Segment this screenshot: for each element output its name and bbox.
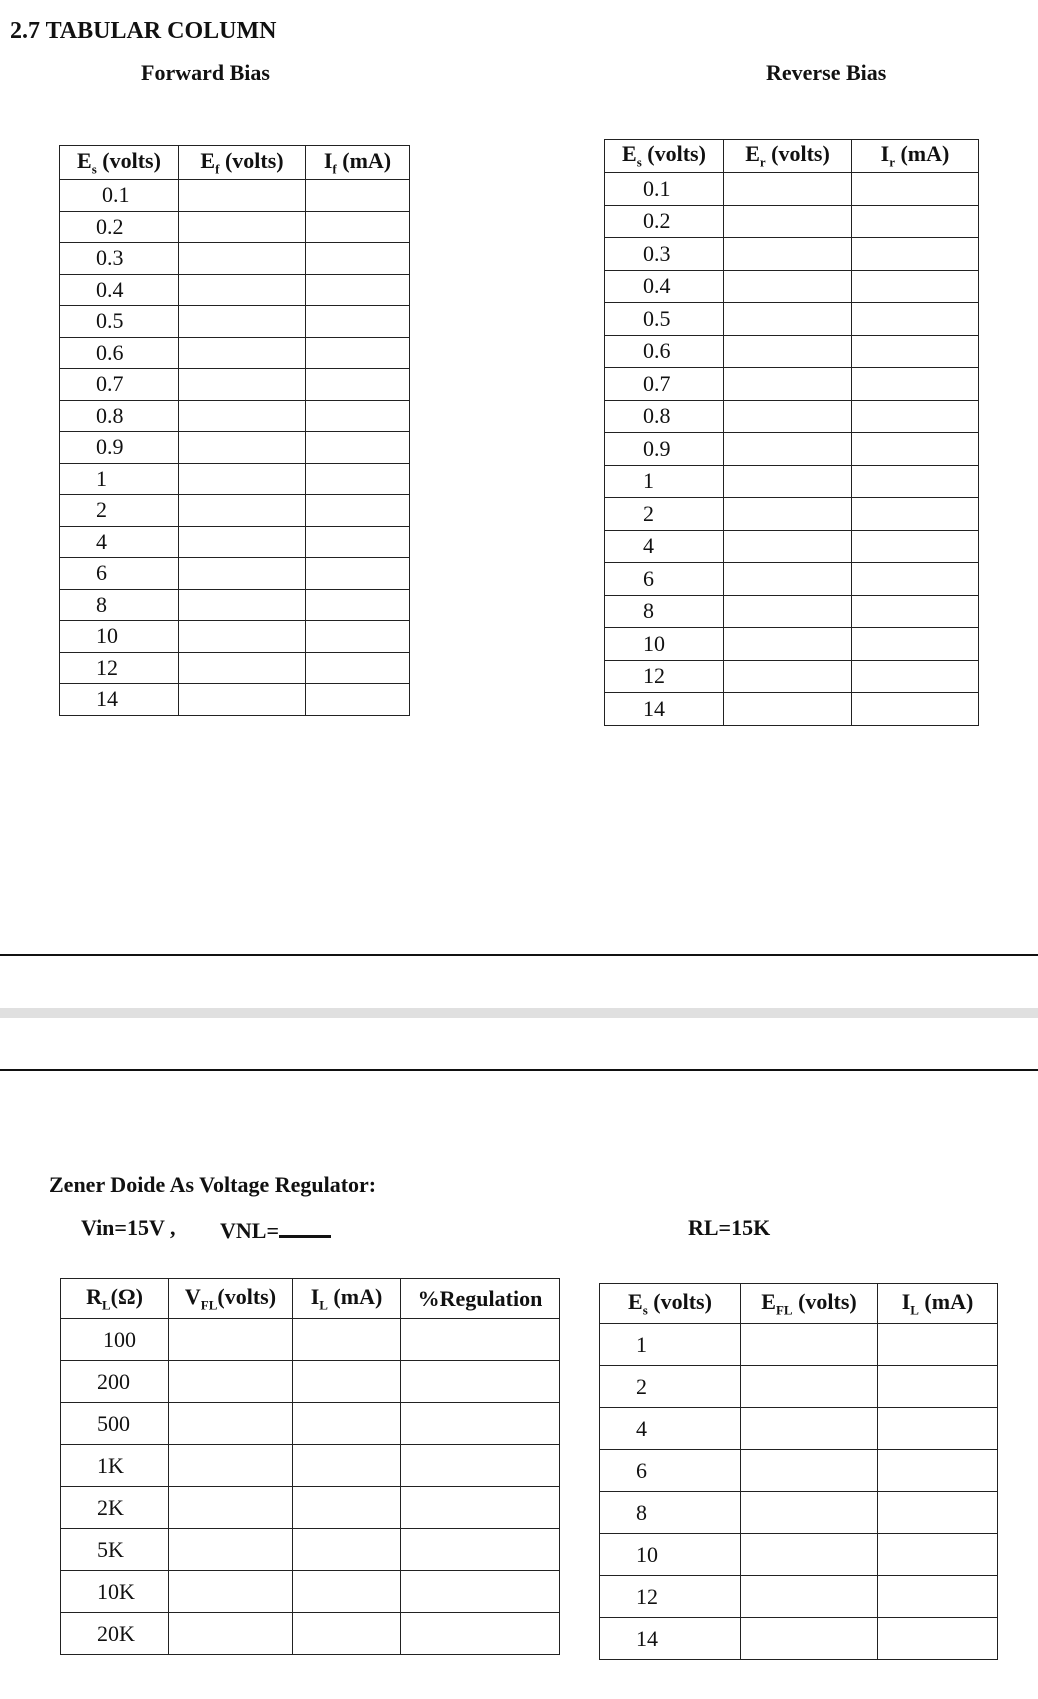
table-row [60, 621, 410, 653]
empty-cell[interactable] [179, 463, 306, 495]
empty-cell[interactable] [179, 306, 306, 338]
empty-cell[interactable] [169, 1487, 293, 1529]
empty-cell[interactable] [401, 1319, 560, 1361]
empty-cell[interactable] [401, 1613, 560, 1655]
row-value: 1 [605, 465, 724, 498]
line-header-es: $E_s$ (volts) [600, 1284, 741, 1324]
zener-line-table [599, 1283, 998, 1660]
table-row [60, 432, 410, 464]
row-value: 6 [600, 1450, 741, 1492]
forward-header-if: $I_f$ (mA) [306, 146, 410, 180]
empty-cell[interactable] [878, 1534, 998, 1576]
vin-label: Vin=15V , [81, 1215, 176, 1240]
empty-cell[interactable] [852, 270, 979, 303]
table-row [600, 1618, 998, 1660]
table-row [60, 337, 410, 369]
empty-cell[interactable] [179, 400, 306, 432]
table-row [605, 205, 979, 238]
empty-cell[interactable] [878, 1366, 998, 1408]
table-row [605, 433, 979, 466]
empty-cell[interactable] [293, 1613, 401, 1655]
empty-cell[interactable] [852, 530, 979, 563]
empty-cell[interactable] [179, 526, 306, 558]
table-row [600, 1576, 998, 1618]
row-value: 5K [61, 1529, 169, 1571]
table-row [61, 1529, 560, 1571]
page-corner-decoration [986, 0, 1038, 42]
table-row [605, 238, 979, 271]
table-row [605, 400, 979, 433]
load-header-rl: $R_L(\Omega)$ [61, 1279, 169, 1319]
row-value: 2 [600, 1366, 741, 1408]
empty-cell[interactable] [852, 335, 979, 368]
empty-cell[interactable] [169, 1529, 293, 1571]
row-value: 0.9 [605, 433, 724, 466]
vnl-label: VNL= [220, 1215, 331, 1244]
empty-cell[interactable] [401, 1403, 560, 1445]
table-row [61, 1403, 560, 1445]
table-row [60, 243, 410, 275]
row-value: 0.8 [605, 400, 724, 433]
row-value: 0.3 [60, 243, 179, 275]
empty-cell[interactable] [179, 432, 306, 464]
empty-cell[interactable] [878, 1408, 998, 1450]
table-row [600, 1492, 998, 1534]
row-value: 2 [605, 498, 724, 531]
empty-cell[interactable] [852, 400, 979, 433]
empty-cell[interactable] [169, 1319, 293, 1361]
row-value: 12 [605, 660, 724, 693]
empty-cell[interactable] [306, 463, 410, 495]
row-value: 8 [605, 595, 724, 628]
row-value: 4 [60, 526, 179, 558]
empty-cell[interactable] [741, 1492, 878, 1534]
empty-cell[interactable] [306, 621, 410, 653]
row-value: 1 [600, 1324, 741, 1366]
zener-title: Zener Doide As Voltage Regulator: [49, 1172, 377, 1197]
reverse-header-er: $E_r$ (volts) [724, 140, 852, 173]
empty-cell[interactable] [179, 180, 306, 212]
table-row [605, 335, 979, 368]
row-value: 14 [600, 1618, 741, 1660]
empty-cell[interactable] [179, 369, 306, 401]
empty-cell[interactable] [306, 432, 410, 464]
row-value: 10K [61, 1571, 169, 1613]
empty-cell[interactable] [293, 1487, 401, 1529]
reverse-header-es: $E_s$ (volts) [605, 140, 724, 173]
empty-cell[interactable] [306, 589, 410, 621]
empty-cell[interactable] [852, 173, 979, 206]
row-value: 0.9 [60, 432, 179, 464]
table-row [605, 628, 979, 661]
empty-cell[interactable] [179, 337, 306, 369]
table-row [605, 303, 979, 336]
line-header-il: $I_L$ (mA) [878, 1284, 998, 1324]
empty-cell[interactable] [169, 1445, 293, 1487]
empty-cell[interactable] [724, 498, 852, 531]
empty-cell[interactable] [401, 1487, 560, 1529]
empty-cell[interactable] [306, 400, 410, 432]
table-row [61, 1487, 560, 1529]
empty-cell[interactable] [852, 303, 979, 336]
zener-load-table [60, 1278, 560, 1655]
empty-cell[interactable] [724, 205, 852, 238]
empty-cell[interactable] [852, 433, 979, 466]
empty-cell[interactable] [724, 595, 852, 628]
empty-cell[interactable] [852, 595, 979, 628]
row-value: 200 [61, 1361, 169, 1403]
row-value: 12 [600, 1576, 741, 1618]
empty-cell[interactable] [741, 1324, 878, 1366]
table-row [605, 530, 979, 563]
table-row [605, 270, 979, 303]
empty-cell[interactable] [852, 628, 979, 661]
empty-cell[interactable] [724, 400, 852, 433]
table-row [600, 1324, 998, 1366]
row-value: 0.1 [60, 180, 179, 212]
row-value: 0.8 [60, 400, 179, 432]
row-value: 14 [60, 684, 179, 716]
table-row [61, 1571, 560, 1613]
empty-cell[interactable] [306, 558, 410, 590]
row-value: 10 [600, 1534, 741, 1576]
table-row [60, 589, 410, 621]
empty-cell[interactable] [169, 1613, 293, 1655]
empty-cell[interactable] [306, 684, 410, 716]
table-row [605, 498, 979, 531]
empty-cell[interactable] [741, 1576, 878, 1618]
row-value: 2K [61, 1487, 169, 1529]
empty-cell[interactable] [724, 530, 852, 563]
table-row [60, 211, 410, 243]
empty-cell[interactable] [306, 306, 410, 338]
empty-cell[interactable] [179, 621, 306, 653]
row-value: 8 [600, 1492, 741, 1534]
empty-cell[interactable] [852, 205, 979, 238]
table-row [600, 1534, 998, 1576]
empty-cell[interactable] [401, 1445, 560, 1487]
empty-cell[interactable] [401, 1529, 560, 1571]
row-value: 12 [60, 652, 179, 684]
forward-header-ef: $E_f$ (volts) [179, 146, 306, 180]
empty-cell[interactable] [179, 495, 306, 527]
empty-cell[interactable] [878, 1618, 998, 1660]
empty-cell[interactable] [293, 1319, 401, 1361]
empty-cell[interactable] [852, 563, 979, 596]
row-value: 0.2 [605, 205, 724, 238]
row-value: 0.3 [605, 238, 724, 271]
row-value: 6 [605, 563, 724, 596]
row-value: 0.7 [605, 368, 724, 401]
table-row [60, 369, 410, 401]
empty-cell[interactable] [852, 693, 979, 726]
row-value: 0.2 [60, 211, 179, 243]
table-row [61, 1445, 560, 1487]
table-row [600, 1366, 998, 1408]
forward-bias-title: Forward Bias [141, 60, 270, 85]
empty-cell[interactable] [306, 495, 410, 527]
table-row [60, 463, 410, 495]
empty-cell[interactable] [179, 652, 306, 684]
empty-cell[interactable] [179, 684, 306, 716]
table-row [60, 526, 410, 558]
empty-cell[interactable] [724, 368, 852, 401]
row-value: 0.6 [605, 335, 724, 368]
empty-cell[interactable] [306, 243, 410, 275]
table-row [60, 495, 410, 527]
row-value: 1K [61, 1445, 169, 1487]
forward-header-es: $E_s$ (volts) [60, 146, 179, 180]
empty-cell[interactable] [724, 303, 852, 336]
table-row [605, 465, 979, 498]
empty-cell[interactable] [724, 433, 852, 466]
row-value: 10 [60, 621, 179, 653]
row-value: 0.7 [60, 369, 179, 401]
table-row [61, 1361, 560, 1403]
table-row [605, 693, 979, 726]
empty-cell[interactable] [741, 1408, 878, 1450]
empty-cell[interactable] [852, 660, 979, 693]
empty-cell[interactable] [306, 652, 410, 684]
table-row [605, 563, 979, 596]
load-header-vfl: $V_{FL}(volts)$ [169, 1279, 293, 1319]
empty-cell[interactable] [852, 238, 979, 271]
vnl-blank [279, 1215, 331, 1238]
divider-band [0, 1008, 1038, 1018]
line-header-efl: $E_{FL}$ (volts) [741, 1284, 878, 1324]
empty-cell[interactable] [179, 243, 306, 275]
table-row [605, 173, 979, 206]
table-row [600, 1450, 998, 1492]
rl-label: RL=15K [688, 1215, 771, 1240]
table-row [60, 306, 410, 338]
row-value: 10 [605, 628, 724, 661]
row-value: 100 [61, 1319, 169, 1361]
empty-cell[interactable] [401, 1361, 560, 1403]
table-row [61, 1613, 560, 1655]
empty-cell[interactable] [306, 180, 410, 212]
table-row [605, 368, 979, 401]
empty-cell[interactable] [852, 465, 979, 498]
table-row [60, 652, 410, 684]
table-row [60, 400, 410, 432]
empty-cell[interactable] [293, 1445, 401, 1487]
empty-cell[interactable] [741, 1450, 878, 1492]
empty-cell[interactable] [179, 211, 306, 243]
empty-cell[interactable] [169, 1361, 293, 1403]
table-row [60, 684, 410, 716]
empty-cell[interactable] [852, 498, 979, 531]
empty-cell[interactable] [741, 1534, 878, 1576]
row-value: 1 [60, 463, 179, 495]
table-row [605, 660, 979, 693]
row-value: 0.4 [605, 270, 724, 303]
empty-cell[interactable] [293, 1571, 401, 1613]
divider-line-2 [0, 1069, 1038, 1071]
row-value: 0.6 [60, 337, 179, 369]
reverse-bias-table [604, 139, 979, 726]
empty-cell[interactable] [724, 173, 852, 206]
empty-cell[interactable] [724, 238, 852, 271]
empty-cell[interactable] [293, 1403, 401, 1445]
empty-cell[interactable] [306, 211, 410, 243]
table-row [61, 1319, 560, 1361]
empty-cell[interactable] [724, 693, 852, 726]
load-header-regulation: %Regulation [401, 1279, 560, 1319]
empty-cell[interactable] [306, 369, 410, 401]
row-value: 8 [60, 589, 179, 621]
empty-cell[interactable] [724, 270, 852, 303]
row-value: 4 [605, 530, 724, 563]
empty-cell[interactable] [852, 368, 979, 401]
empty-cell[interactable] [724, 465, 852, 498]
empty-cell[interactable] [293, 1361, 401, 1403]
empty-cell[interactable] [741, 1366, 878, 1408]
row-value: 0.5 [60, 306, 179, 338]
row-value: 0.5 [605, 303, 724, 336]
reverse-bias-title: Reverse Bias [766, 60, 887, 85]
empty-cell[interactable] [878, 1324, 998, 1366]
empty-cell[interactable] [878, 1576, 998, 1618]
row-value: 2 [60, 495, 179, 527]
table-row [60, 558, 410, 590]
empty-cell[interactable] [724, 335, 852, 368]
empty-cell[interactable] [306, 337, 410, 369]
empty-cell[interactable] [169, 1571, 293, 1613]
load-header-il: $I_L$ (mA) [293, 1279, 401, 1319]
empty-cell[interactable] [401, 1571, 560, 1613]
row-value: 4 [600, 1408, 741, 1450]
empty-cell[interactable] [169, 1403, 293, 1445]
table-row [605, 595, 979, 628]
table-row [60, 274, 410, 306]
table-row [60, 180, 410, 212]
table-row [600, 1408, 998, 1450]
empty-cell[interactable] [179, 274, 306, 306]
empty-cell[interactable] [306, 274, 410, 306]
section-title: 2.7 TABULAR COLUMN [10, 18, 277, 44]
empty-cell[interactable] [741, 1618, 878, 1660]
reverse-header-ir: $I_r$ (mA) [852, 140, 979, 173]
empty-cell[interactable] [878, 1492, 998, 1534]
empty-cell[interactable] [179, 589, 306, 621]
empty-cell[interactable] [724, 660, 852, 693]
row-value: 500 [61, 1403, 169, 1445]
forward-bias-table [59, 145, 410, 716]
empty-cell[interactable] [306, 526, 410, 558]
divider-line-1 [0, 954, 1038, 956]
row-value: 0.1 [605, 173, 724, 206]
empty-cell[interactable] [724, 563, 852, 596]
row-value: 6 [60, 558, 179, 590]
empty-cell[interactable] [878, 1450, 998, 1492]
empty-cell[interactable] [293, 1529, 401, 1571]
row-value: 14 [605, 693, 724, 726]
empty-cell[interactable] [179, 558, 306, 590]
row-value: 0.4 [60, 274, 179, 306]
row-value: 20K [61, 1613, 169, 1655]
empty-cell[interactable] [724, 628, 852, 661]
